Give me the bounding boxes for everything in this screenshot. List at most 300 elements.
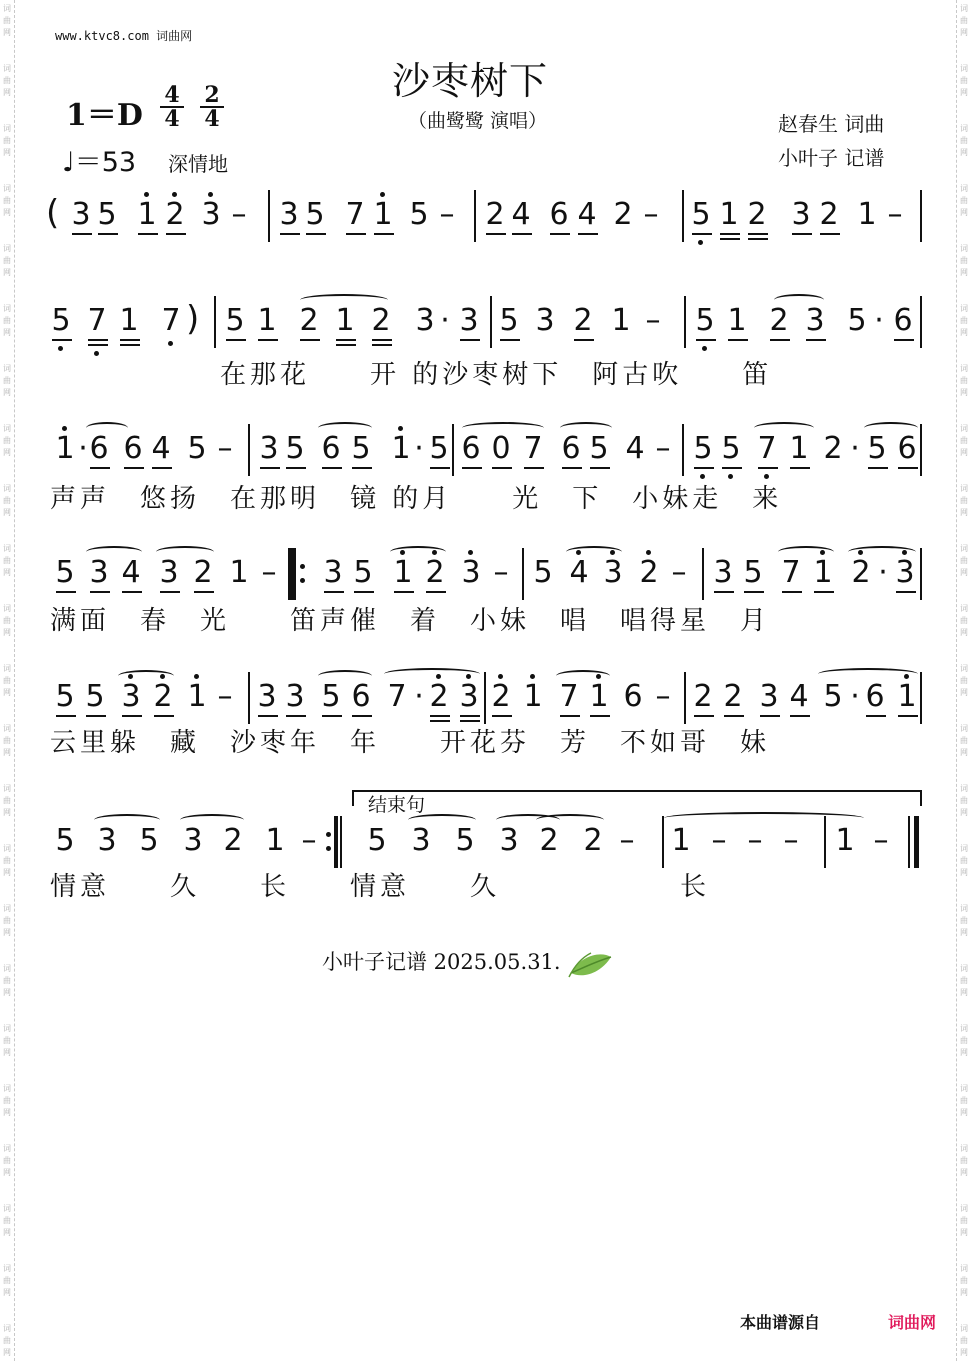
side-watermark-char: 曲 (960, 1096, 968, 1105)
note: 2 (747, 197, 767, 232)
octave-dot-below (700, 474, 705, 479)
underline (286, 715, 306, 717)
octave-dot-above (468, 550, 473, 555)
note: 6 (321, 431, 341, 466)
side-watermark-char: 词 (3, 844, 11, 853)
underline (492, 715, 512, 717)
time-signature-2: 2 4 (200, 84, 224, 130)
underline (120, 344, 140, 346)
side-watermark-char: 网 (960, 148, 968, 157)
note: 3 (257, 679, 277, 714)
slur (560, 422, 612, 434)
slur (156, 546, 214, 558)
underline (56, 591, 76, 593)
side-watermark-char: 词 (3, 904, 11, 913)
side-watermark-char: 曲 (960, 976, 968, 985)
note: 7 (161, 303, 181, 338)
side-watermark-char: 曲 (960, 316, 968, 325)
barline (920, 190, 922, 242)
dash: – (783, 823, 799, 858)
time-signature-1: 4 4 (160, 84, 184, 130)
slur (180, 814, 244, 826)
side-watermark-char: 曲 (3, 436, 11, 445)
note: 3 (895, 555, 915, 590)
note: 5 (321, 679, 341, 714)
underline (720, 238, 740, 240)
side-watermark-char: 词 (3, 724, 11, 733)
side-watermark-char: 曲 (3, 1336, 11, 1345)
side-watermark-char: 曲 (3, 376, 11, 385)
slur (864, 422, 918, 434)
note: 5 (429, 431, 449, 466)
side-watermark-char: 曲 (3, 976, 11, 985)
note: 3 (121, 679, 141, 714)
dash: – (655, 679, 671, 714)
side-watermark-char: 曲 (960, 676, 968, 685)
underline (748, 238, 768, 240)
note: 5 (367, 823, 387, 858)
bracket: ) (186, 299, 200, 339)
side-watermark-char: 词 (3, 364, 11, 373)
side-watermark-char: 词 (3, 1084, 11, 1093)
underline (90, 467, 110, 469)
underline (426, 591, 446, 593)
side-watermark-char: 词 (3, 664, 11, 673)
side-watermark-char: 网 (3, 148, 11, 157)
underline (372, 344, 392, 346)
octave-dot-above (62, 426, 67, 431)
note: 1 (589, 679, 609, 714)
lyric-line: 云里躲 藏 沙枣年 年 开花芬 芳 不如哥 妹 (50, 728, 771, 758)
note: 2 (823, 431, 843, 466)
underline (894, 339, 914, 341)
note: 5 (533, 555, 553, 590)
performer-note: （曲鹭鹭 演唱） (408, 110, 548, 132)
underline (88, 339, 108, 341)
octave-dot-above (646, 550, 651, 555)
note: 7 (757, 431, 777, 466)
dot-mark: · (874, 303, 884, 338)
underline (72, 233, 92, 235)
barline (268, 190, 270, 242)
transcriber-signature: 小叶子记谱 2025.05.31. (322, 946, 613, 981)
underline (720, 233, 740, 235)
dash: – (655, 431, 671, 466)
barline (682, 424, 684, 476)
side-watermark-char: 网 (3, 1168, 11, 1177)
underline (560, 715, 580, 717)
side-watermark-char: 曲 (3, 256, 11, 265)
note: 2 (723, 679, 743, 714)
note: 3 (279, 197, 299, 232)
underline (166, 233, 186, 235)
underline (770, 339, 790, 341)
underline (226, 339, 246, 341)
underline (866, 715, 886, 717)
note: 3 (603, 555, 623, 590)
underline (744, 591, 764, 593)
side-watermark-char: 词 (960, 1144, 968, 1153)
dot-mark: · (414, 679, 424, 714)
underline (500, 339, 520, 341)
side-watermark-char: 网 (3, 988, 11, 997)
side-watermark-char: 词 (960, 64, 968, 73)
note: 2 (153, 679, 173, 714)
side-watermark-char: 曲 (960, 1216, 968, 1225)
side-watermark-char: 词 (3, 604, 11, 613)
underline (550, 233, 570, 235)
dash: – (873, 823, 889, 858)
slur (462, 422, 544, 434)
note: 4 (625, 431, 645, 466)
side-watermark-char: 曲 (960, 916, 968, 925)
note: 6 (623, 679, 643, 714)
underline (346, 233, 366, 235)
side-watermark-char: 曲 (3, 316, 11, 325)
underline (462, 467, 482, 469)
note: 4 (121, 555, 141, 590)
side-watermark-char: 词 (3, 544, 11, 553)
dash: – (217, 431, 233, 466)
side-watermark-char: 曲 (960, 16, 968, 25)
note: 1 (373, 197, 393, 232)
side-watermark-char: 网 (960, 28, 968, 37)
side-watermark-char: 词 (960, 124, 968, 133)
dash: – (645, 303, 661, 338)
note: 3 (159, 555, 179, 590)
side-watermark-char: 词 (3, 1324, 11, 1333)
note: 2 (693, 679, 713, 714)
side-watermark-char: 网 (960, 688, 968, 697)
note: 5 (55, 679, 75, 714)
note: 3 (759, 679, 779, 714)
underline (460, 720, 480, 722)
underline (820, 233, 840, 235)
note: 6 (893, 303, 913, 338)
dot-mark: · (850, 431, 860, 466)
octave-dot-above (398, 426, 403, 431)
underline (760, 715, 780, 717)
note: 1 (719, 197, 739, 232)
note: 2 (425, 555, 445, 590)
side-watermark-char: 曲 (3, 676, 11, 685)
note: 3 (323, 555, 343, 590)
repeat-dot (300, 564, 305, 569)
note: 7 (387, 679, 407, 714)
octave-dot-above (208, 192, 213, 197)
side-watermark-char: 词 (960, 304, 968, 313)
note: 3 (713, 555, 733, 590)
note: 6 (561, 431, 581, 466)
slur (778, 546, 834, 558)
slur (318, 670, 372, 682)
side-watermark-char: 词 (3, 64, 11, 73)
underline (692, 233, 712, 235)
note: 5 (225, 303, 245, 338)
repeat-end (340, 816, 342, 868)
underline (280, 233, 300, 235)
underline (258, 339, 278, 341)
side-watermark-char: 曲 (3, 1036, 11, 1045)
side-watermark-char: 曲 (3, 796, 11, 805)
expression-mark: 深情地 (168, 152, 228, 176)
note: 1 (789, 431, 809, 466)
side-watermark-char: 曲 (3, 196, 11, 205)
note: 3 (259, 431, 279, 466)
underline (90, 591, 110, 593)
underline (492, 467, 512, 469)
note: 5 (743, 555, 763, 590)
underline (260, 467, 280, 469)
side-watermark-char: 网 (3, 1228, 11, 1237)
side-watermark-char: 网 (3, 568, 11, 577)
underline (782, 591, 802, 593)
note: 2 (165, 197, 185, 232)
note: 6 (89, 431, 109, 466)
underline (86, 715, 106, 717)
note: 2 (371, 303, 391, 338)
side-watermark-char: 曲 (3, 16, 11, 25)
side-watermark-char: 词 (3, 4, 11, 13)
page-title: 沙枣树下 (392, 59, 549, 103)
octave-dot-above (498, 674, 503, 679)
side-watermark-char: 网 (960, 1288, 968, 1297)
dot-mark: · (850, 679, 860, 714)
side-watermark-char: 网 (960, 508, 968, 517)
barline (522, 548, 524, 600)
barline (474, 190, 476, 242)
barline (920, 296, 922, 348)
note: 7 (87, 303, 107, 338)
dash: – (619, 823, 635, 858)
underline (562, 467, 582, 469)
dot-mark: · (78, 431, 88, 466)
note: 5 (187, 431, 207, 466)
side-watermark-char: 网 (960, 388, 968, 397)
slur (318, 422, 372, 434)
side-watermark-char: 网 (960, 568, 968, 577)
note: 1 (55, 431, 75, 466)
underline (696, 339, 716, 341)
note: 3 (183, 823, 203, 858)
side-watermark-char: 曲 (3, 856, 11, 865)
underline (868, 467, 888, 469)
repeat-start (288, 548, 292, 600)
bracket: ( (46, 193, 60, 233)
underline (138, 233, 158, 235)
octave-dot-above (530, 674, 535, 679)
note: 6 (123, 431, 143, 466)
underline (790, 467, 810, 469)
side-watermark-char: 曲 (960, 196, 968, 205)
side-watermark-char: 网 (3, 868, 11, 877)
underline (120, 339, 140, 341)
note: 1 (857, 197, 877, 232)
octave-dot-below (702, 346, 707, 351)
side-watermark-char: 词 (960, 1324, 968, 1333)
side-watermark-char: 词 (960, 1084, 968, 1093)
note: 2 (613, 197, 633, 232)
repeat-dot (326, 832, 331, 837)
side-watermark-char: 网 (3, 1108, 11, 1117)
side-watermark-char: 曲 (3, 136, 11, 145)
slur (86, 546, 142, 558)
underline (154, 715, 174, 717)
side-watermark-char: 曲 (960, 1036, 968, 1045)
right-watermark-strip (956, 0, 971, 1361)
side-watermark-char: 词 (3, 124, 11, 133)
underline (590, 467, 610, 469)
note: 7 (781, 555, 801, 590)
slur (754, 422, 814, 434)
note: 3 (97, 823, 117, 858)
note: 1 (897, 679, 917, 714)
side-watermark-char: 网 (960, 208, 968, 217)
underline (98, 233, 118, 235)
side-watermark-char: 网 (960, 328, 968, 337)
underline (324, 591, 344, 593)
octave-dot-below (94, 351, 99, 356)
underline (898, 715, 918, 717)
side-watermark-char: 词 (3, 304, 11, 313)
note: 5 (693, 431, 713, 466)
underline (336, 339, 356, 341)
side-watermark-char: 网 (960, 1168, 968, 1177)
side-watermark-char: 网 (960, 868, 968, 877)
side-watermark-char: 网 (960, 88, 968, 97)
side-watermark-char: 曲 (3, 1216, 11, 1225)
side-watermark-char: 词 (960, 544, 968, 553)
note: 5 (353, 555, 373, 590)
note: 1 (137, 197, 157, 232)
note: 2 (193, 555, 213, 590)
side-watermark-char: 网 (960, 988, 968, 997)
note: 2 (485, 197, 505, 232)
dash: – (301, 823, 317, 858)
side-watermark-char: 词 (960, 664, 968, 673)
slur (300, 294, 388, 306)
dot-mark: · (414, 431, 424, 466)
side-watermark-char: 网 (960, 748, 968, 757)
note: 5 (97, 197, 117, 232)
barline (684, 672, 686, 724)
underline (748, 233, 768, 235)
volta-bracket (352, 790, 922, 806)
underline (430, 467, 450, 469)
side-watermark-char: 曲 (960, 1156, 968, 1165)
barline (214, 296, 216, 348)
note: 3 (285, 679, 305, 714)
left-watermark-strip (0, 0, 15, 1361)
dash: – (643, 197, 659, 232)
note: 4 (569, 555, 589, 590)
side-watermark-char: 词 (3, 184, 11, 193)
side-watermark-char: 网 (3, 208, 11, 217)
note: 1 (835, 823, 855, 858)
note: 3 (201, 197, 221, 232)
underline (152, 467, 172, 469)
side-watermark-char: 网 (960, 448, 968, 457)
underline (352, 715, 372, 717)
note: 7 (523, 431, 543, 466)
note: 3 (791, 197, 811, 232)
note: 5 (455, 823, 475, 858)
barline (920, 672, 922, 724)
note: 6 (897, 431, 917, 466)
side-watermark-char: 网 (3, 808, 11, 817)
barline (702, 548, 704, 600)
note: 3 (499, 823, 519, 858)
slur (94, 814, 160, 826)
side-watermark-char: 曲 (3, 76, 11, 85)
side-watermark-char: 网 (960, 628, 968, 637)
side-watermark-char: 词 (960, 904, 968, 913)
side-watermark-char: 曲 (960, 796, 968, 805)
note: 1 (257, 303, 277, 338)
note: 2 (769, 303, 789, 338)
underline (806, 339, 826, 341)
octave-dot-below (728, 474, 733, 479)
note: 3 (461, 555, 481, 590)
note: 3 (71, 197, 91, 232)
side-watermark-char: 网 (3, 1048, 11, 1057)
underline (160, 591, 180, 593)
side-watermark-char: 网 (960, 1348, 968, 1357)
slur (86, 422, 128, 434)
underline (394, 591, 414, 593)
repeat-dot (300, 578, 305, 583)
side-watermark-char: 词 (960, 184, 968, 193)
side-watermark-char: 网 (3, 688, 11, 697)
side-watermark-char: 网 (3, 1288, 11, 1297)
side-watermark-char: 词 (3, 244, 11, 253)
dash: – (231, 197, 247, 232)
slur (384, 668, 480, 680)
side-watermark-char: 网 (3, 328, 11, 337)
note: 3 (415, 303, 435, 338)
side-watermark-char: 曲 (3, 1276, 11, 1285)
side-watermark-char: 词 (960, 1024, 968, 1033)
octave-dot-above (144, 192, 149, 197)
side-watermark-char: 网 (3, 628, 11, 637)
note: 5 (305, 197, 325, 232)
underline (124, 467, 144, 469)
underline (486, 233, 506, 235)
lyric-line: 声声 悠扬 在那明 镜 的月 光 下 小妹走 来 (50, 484, 783, 514)
underline (578, 233, 598, 235)
note: 4 (151, 431, 171, 466)
note: 2 (639, 555, 659, 590)
side-watermark-char: 曲 (960, 76, 968, 85)
side-watermark-char: 曲 (960, 1276, 968, 1285)
side-watermark-char: 网 (3, 268, 11, 277)
barline (248, 424, 250, 476)
note: 1 (727, 303, 747, 338)
repeat-end (334, 816, 338, 868)
note: 2 (851, 555, 871, 590)
repeat-start (294, 548, 296, 600)
note: 3 (535, 303, 555, 338)
note: 3 (805, 303, 825, 338)
slur (664, 812, 864, 824)
underline (814, 591, 834, 593)
slur (118, 670, 174, 682)
underline (300, 339, 320, 341)
underline (352, 467, 372, 469)
note: 1 (611, 303, 631, 338)
side-watermark-char: 网 (3, 88, 11, 97)
repeat-dot (326, 846, 331, 851)
